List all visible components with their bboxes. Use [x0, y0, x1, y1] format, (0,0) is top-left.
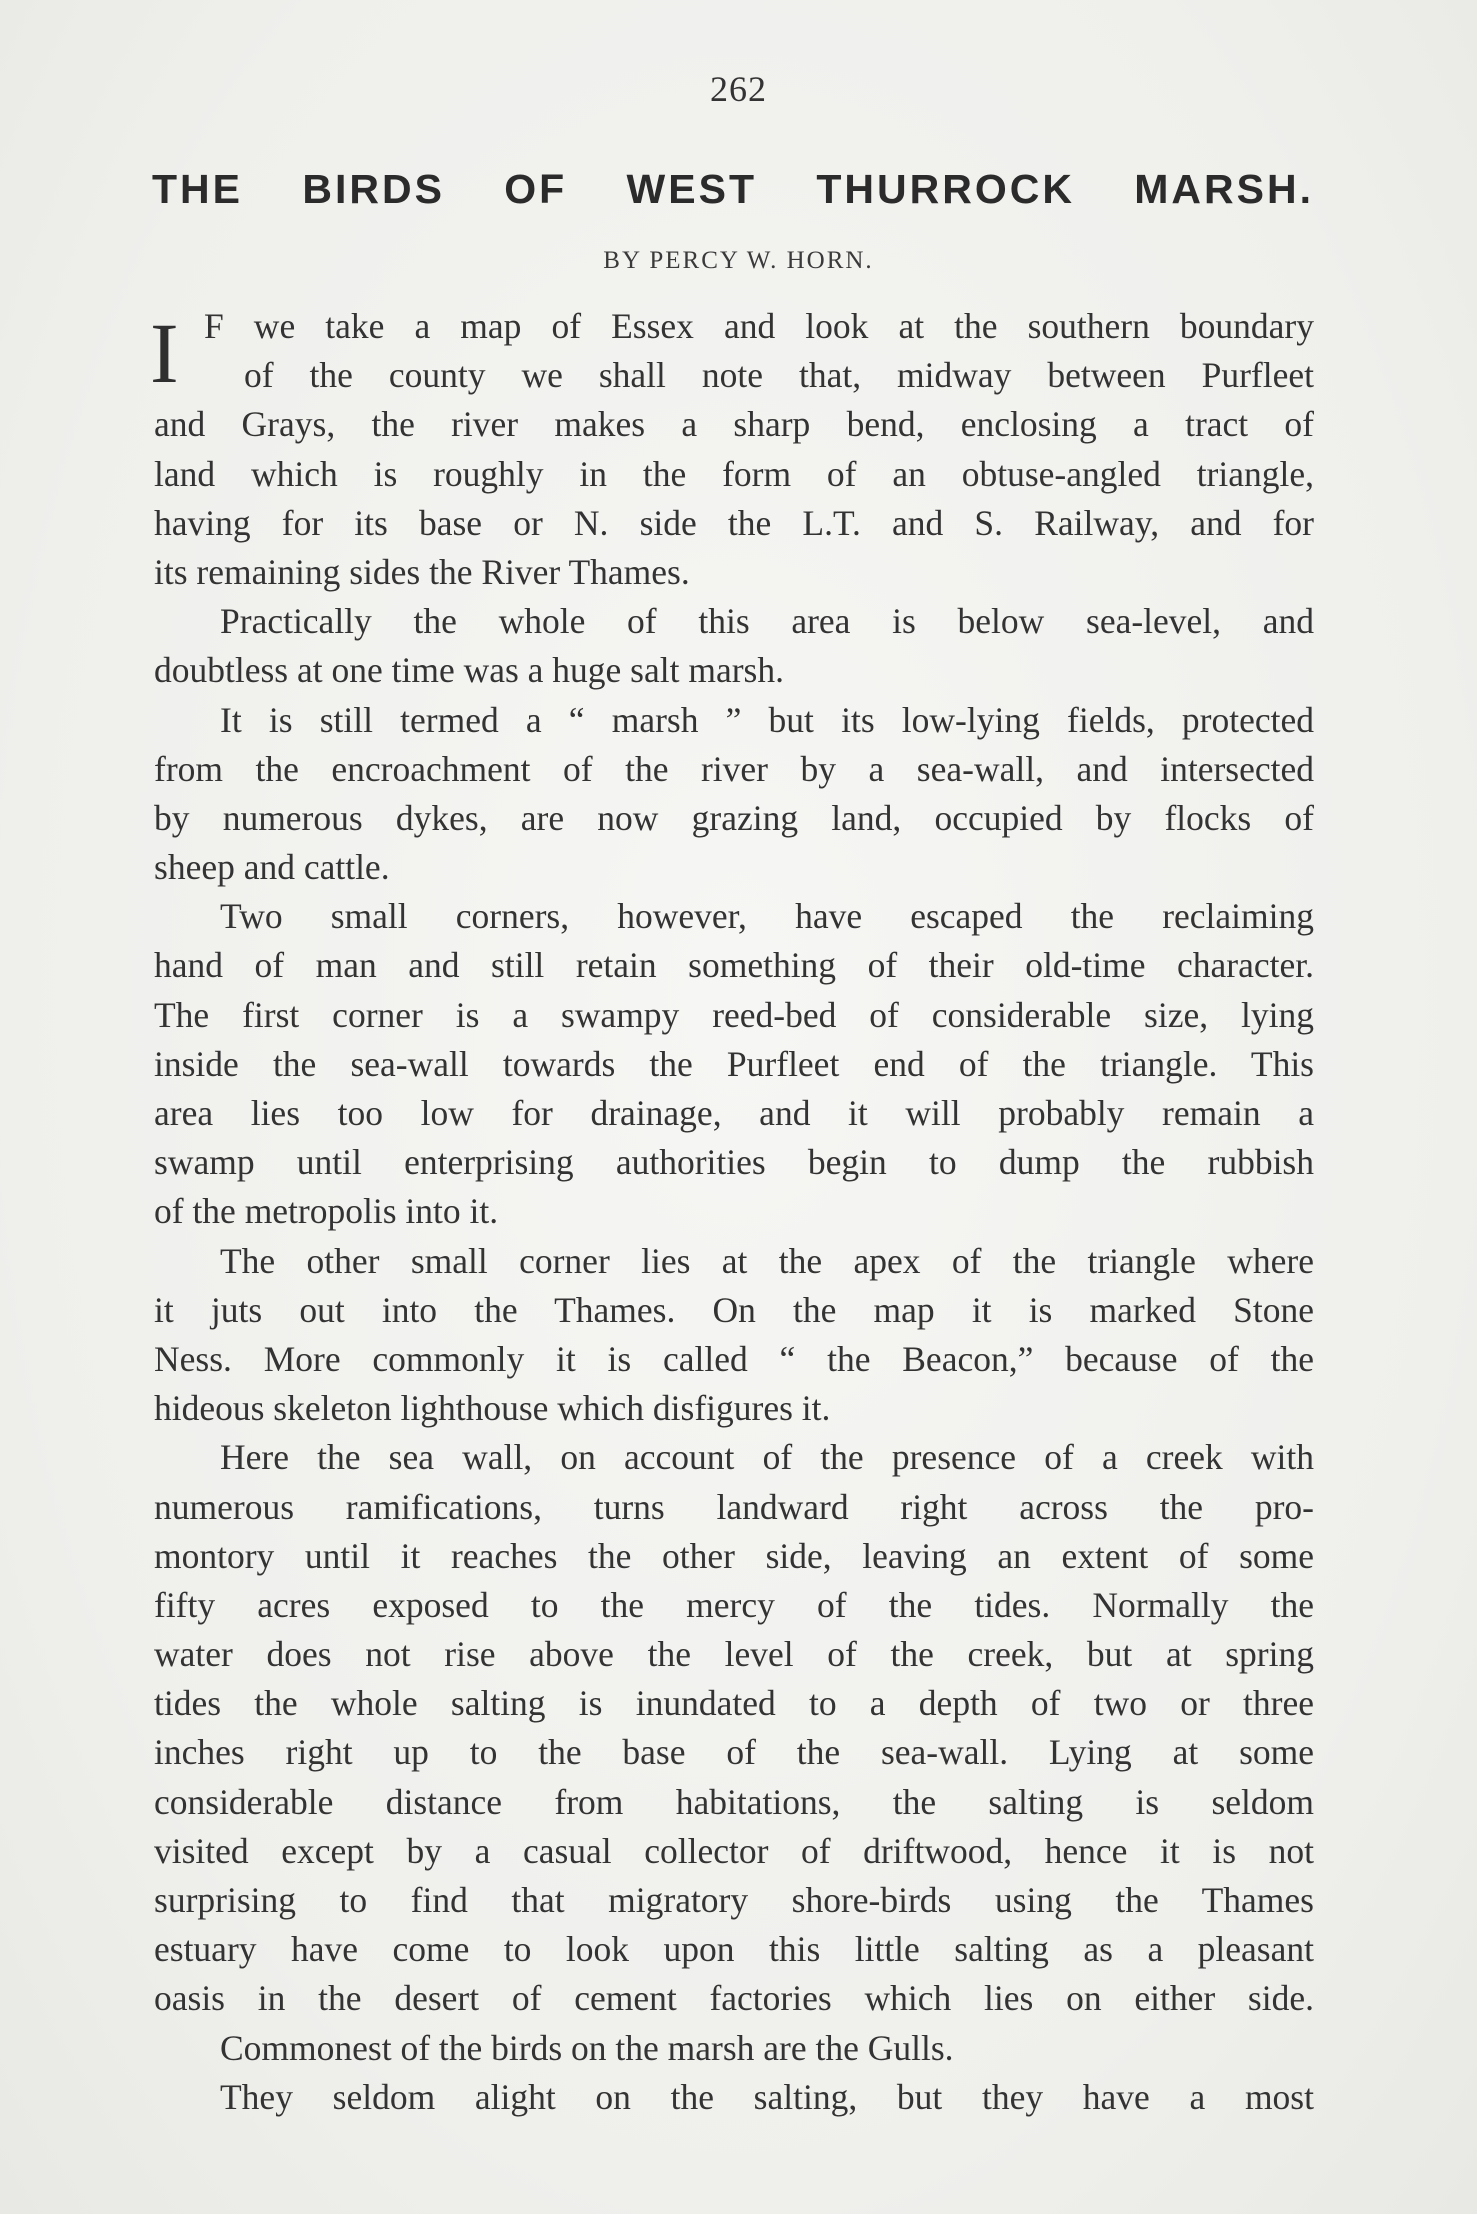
text-line: doubtless at one time was a huge salt marsh. — [154, 650, 784, 691]
text-line: Practically the whole of this area is below sea-level, and — [220, 601, 1314, 642]
text-line: montory until it reaches the other side, leaving an extent of some — [154, 1535, 1314, 1576]
text-line: The other small corner lies at the apex of the triangle where — [220, 1240, 1314, 1281]
text-line: tides the whole salting is inundated to a depth of two or three — [154, 1683, 1314, 1724]
text-line: and Grays, the river makes a sharp bend, enclosing a tract of — [154, 404, 1314, 445]
text-line: inches right up to the base of the sea-wall. Lying at some — [154, 1732, 1314, 1773]
text-line: having for its base or N. side the L.T. and S. Railway, and for — [154, 502, 1314, 543]
text-line: They seldom alight on the salting, but they have a most — [220, 2076, 1314, 2117]
text-line: by numerous dykes, are now grazing land, occupied by flocks of — [154, 797, 1314, 838]
text-line: fifty acres exposed to the mercy of the tides. Normally the — [154, 1584, 1314, 1625]
text-line: of the county we shall note that, midway between Purfleet — [244, 355, 1314, 396]
text-line: estuary have come to look upon this little salting as a pleasant — [154, 1929, 1314, 1970]
text-line: The first corner is a swampy reed-bed of considerable size, lying — [154, 994, 1314, 1035]
page-number: 262 — [710, 69, 767, 109]
text-line: area lies too low for drainage, and it will probably remain a — [154, 1093, 1314, 1133]
text-line: water does not rise above the level of the creek, but at spring — [154, 1634, 1314, 1675]
text-line: its remaining sides the River Thames. — [154, 551, 690, 592]
text-line: swamp until enterprising authorities begin to dump the rubbish — [154, 1142, 1314, 1183]
text-line: hideous skeleton lighthouse which disfigures it. — [154, 1388, 831, 1429]
text-line: of the metropolis into it. — [154, 1191, 499, 1232]
text-line: hand of man and still retain something of their old-time character. — [154, 945, 1314, 986]
text-line: sheep and cattle. — [154, 847, 390, 888]
text-line: Here the sea wall, on account of the presence of a creek with — [220, 1437, 1314, 1478]
text-line: land which is roughly in the form of an obtuse-angled triangle, — [154, 453, 1314, 494]
article-title: THE BIRDS OF WEST THURROCK MARSH. — [152, 166, 1314, 212]
article-body — [150, 302, 1314, 2122]
text-line: it juts out into the Thames. On the map it is marked Stone — [154, 1289, 1314, 1330]
text-line: Commonest of the birds on the marsh are the Gulls. — [220, 2027, 954, 2068]
drop-cap: I — [150, 305, 179, 401]
byline: BY PERCY W. HORN. — [603, 247, 874, 274]
text-line: visited except by a casual collector of driftwood, hence it is not — [154, 1830, 1314, 1871]
text-line: considerable distance from habitations, the salting is seldom — [154, 1781, 1314, 1822]
text-line: from the encroachment of the river by a sea-wall, and intersected — [154, 748, 1314, 789]
text-line: Two small corners, however, have escaped the reclaiming — [220, 896, 1314, 937]
text-line: Ness. More commonly it is called “ the Beacon,” because of the — [154, 1338, 1314, 1379]
text-line: It is still termed a “ marsh ” but its low-lying fields, protected — [220, 699, 1314, 740]
text-line: numerous ramifications, turns landward right across the pro- — [154, 1486, 1314, 1527]
text-line: F we take a map of Essex and look at the southern boundary — [204, 306, 1314, 346]
text-line: oasis in the desert of cement factories which lies on either side. — [154, 1978, 1314, 2019]
text-line: surprising to find that migratory shore-birds using the Thames — [154, 1880, 1314, 1920]
text-line: inside the sea-wall towards the Purfleet end of the triangle. This — [154, 1043, 1314, 1084]
